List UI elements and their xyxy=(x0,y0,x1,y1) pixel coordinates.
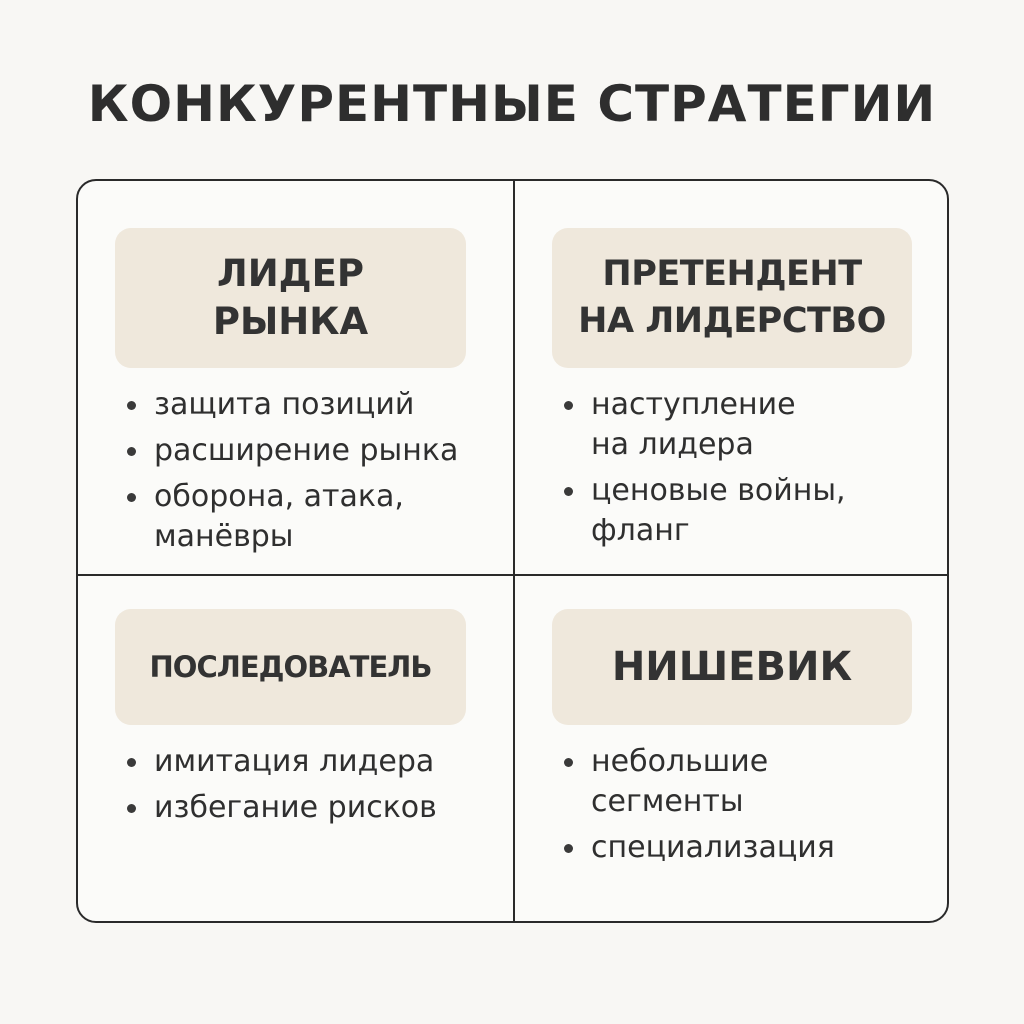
challenger-label-line1: ПРЕТЕНДЕНТ xyxy=(602,254,862,294)
list-item: ценовые войны, фланг xyxy=(564,471,891,551)
nicher-label: НИШЕВИК xyxy=(552,609,912,725)
quadrant-market-leader xyxy=(78,181,513,574)
list-item: специализация xyxy=(564,828,891,868)
quadrant-follower xyxy=(78,576,513,923)
list-item: избегание рисков xyxy=(127,788,507,828)
quadrant-challenger xyxy=(515,181,949,574)
list-item: защита позиций xyxy=(127,385,507,425)
market-leader-label xyxy=(115,228,466,368)
market-leader-list xyxy=(127,385,507,563)
list-item: оборона, атака, манёвры xyxy=(127,477,507,557)
challenger-label-line2: НА ЛИДЕРСТВО xyxy=(578,301,886,341)
follower-label: ПОСЛЕДОВАТЕЛЬ xyxy=(115,609,466,725)
list-item: наступление на лидера xyxy=(564,385,824,465)
challenger-label xyxy=(552,228,912,368)
market-leader-label-line2: РЫНКА xyxy=(212,300,369,343)
market-leader-label-line1: ЛИДЕР xyxy=(216,252,365,295)
list-item: расширение рынка xyxy=(127,431,507,471)
quadrant-nicher xyxy=(515,576,949,923)
strategy-matrix xyxy=(76,179,949,923)
list-item: небольшие сегменты xyxy=(564,742,794,822)
list-item: имитация лидера xyxy=(127,742,507,782)
follower-list xyxy=(127,742,507,834)
nicher-list xyxy=(564,742,835,874)
challenger-list xyxy=(564,385,846,557)
diagram-title: КОНКУРЕНТНЫЕ СТРАТЕГИИ xyxy=(87,75,937,133)
